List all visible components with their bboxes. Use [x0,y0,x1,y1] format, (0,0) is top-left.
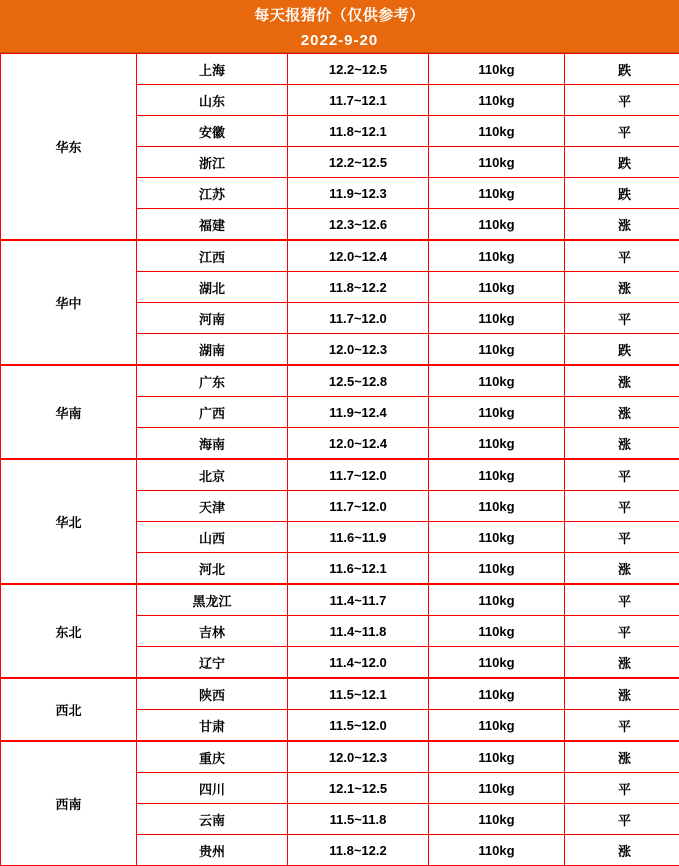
province-cell: 贵州 [137,835,288,866]
province-cell: 山西 [137,522,288,553]
trend-cell: 跌 [565,178,679,209]
price-cell: 11.5~12.0 [288,710,429,742]
trend-cell: 平 [565,491,679,522]
weight-cell: 110kg [429,522,565,553]
price-cell: 12.2~12.5 [288,54,429,85]
trend-cell: 平 [565,616,679,647]
province-cell: 四川 [137,773,288,804]
price-cell: 12.5~12.8 [288,365,429,397]
weight-cell: 110kg [429,459,565,491]
price-table-body [1,54,679,866]
weight-cell: 110kg [429,491,565,522]
trend-cell: 涨 [565,397,679,428]
trend-cell: 平 [565,459,679,491]
sheet-title: 每天报猪价（仅供参考） [0,0,679,29]
weight-cell: 110kg [429,616,565,647]
price-cell: 11.9~12.4 [288,397,429,428]
weight-cell: 110kg [429,116,565,147]
weight-cell: 110kg [429,397,565,428]
region-cell: 西南 [1,741,137,866]
province-cell: 广东 [137,365,288,397]
price-cell: 12.2~12.5 [288,147,429,178]
price-cell: 11.7~12.0 [288,459,429,491]
price-cell: 11.8~12.2 [288,272,429,303]
table-row [1,240,679,272]
weight-cell: 110kg [429,741,565,773]
trend-cell: 涨 [565,428,679,460]
price-cell: 11.6~12.1 [288,553,429,585]
price-cell: 11.6~11.9 [288,522,429,553]
trend-cell: 平 [565,240,679,272]
weight-cell: 110kg [429,678,565,710]
region-cell: 华北 [1,459,137,584]
province-cell: 辽宁 [137,647,288,679]
province-cell: 陕西 [137,678,288,710]
table-row [1,678,679,710]
trend-cell: 平 [565,584,679,616]
region-cell: 华中 [1,240,137,365]
table-row [1,459,679,491]
weight-cell: 110kg [429,365,565,397]
trend-cell: 平 [565,773,679,804]
weight-cell: 110kg [429,272,565,303]
weight-cell: 110kg [429,804,565,835]
weight-cell: 110kg [429,240,565,272]
price-cell: 11.9~12.3 [288,178,429,209]
weight-cell: 110kg [429,303,565,334]
table-row [1,54,679,85]
trend-cell: 平 [565,85,679,116]
price-cell: 11.5~12.1 [288,678,429,710]
province-cell: 江西 [137,240,288,272]
weight-cell: 110kg [429,553,565,585]
weight-cell: 110kg [429,710,565,742]
trend-cell: 涨 [565,835,679,866]
trend-cell: 涨 [565,741,679,773]
province-cell: 山东 [137,85,288,116]
price-cell: 11.8~12.1 [288,116,429,147]
province-cell: 江苏 [137,178,288,209]
price-cell: 11.7~12.0 [288,491,429,522]
weight-cell: 110kg [429,334,565,366]
trend-cell: 平 [565,303,679,334]
trend-cell: 平 [565,522,679,553]
province-cell: 云南 [137,804,288,835]
region-cell: 西北 [1,678,137,741]
price-cell: 11.5~11.8 [288,804,429,835]
trend-cell: 跌 [565,334,679,366]
price-cell: 12.0~12.4 [288,428,429,460]
province-cell: 安徽 [137,116,288,147]
province-cell: 湖南 [137,334,288,366]
table-row [1,365,679,397]
province-cell: 天津 [137,491,288,522]
price-cell: 12.1~12.5 [288,773,429,804]
region-cell: 华南 [1,365,137,459]
price-cell: 11.8~12.2 [288,835,429,866]
weight-cell: 110kg [429,584,565,616]
price-cell: 12.0~12.3 [288,334,429,366]
trend-cell: 涨 [565,553,679,585]
weight-cell: 110kg [429,209,565,241]
province-cell: 吉林 [137,616,288,647]
trend-cell: 跌 [565,147,679,178]
price-cell: 11.4~12.0 [288,647,429,679]
sheet-date: 2022-9-20 [0,29,679,53]
price-cell: 11.7~12.0 [288,303,429,334]
price-cell: 12.0~12.3 [288,741,429,773]
province-cell: 北京 [137,459,288,491]
price-cell: 11.4~11.8 [288,616,429,647]
province-cell: 上海 [137,54,288,85]
price-cell: 12.0~12.4 [288,240,429,272]
province-cell: 海南 [137,428,288,460]
province-cell: 河北 [137,553,288,585]
weight-cell: 110kg [429,85,565,116]
province-cell: 甘肃 [137,710,288,742]
price-cell: 12.3~12.6 [288,209,429,241]
region-cell: 东北 [1,584,137,678]
price-table [0,53,679,866]
province-cell: 福建 [137,209,288,241]
trend-cell: 平 [565,710,679,742]
trend-cell: 涨 [565,365,679,397]
trend-cell: 跌 [565,54,679,85]
province-cell: 广西 [137,397,288,428]
province-cell: 重庆 [137,741,288,773]
trend-cell: 涨 [565,272,679,303]
trend-cell: 涨 [565,209,679,241]
weight-cell: 110kg [429,54,565,85]
weight-cell: 110kg [429,647,565,679]
table-row [1,584,679,616]
trend-cell: 平 [565,804,679,835]
province-cell: 河南 [137,303,288,334]
trend-cell: 涨 [565,678,679,710]
price-cell: 11.7~12.1 [288,85,429,116]
weight-cell: 110kg [429,428,565,460]
region-cell: 华东 [1,54,137,241]
weight-cell: 110kg [429,147,565,178]
province-cell: 湖北 [137,272,288,303]
trend-cell: 平 [565,116,679,147]
weight-cell: 110kg [429,178,565,209]
province-cell: 黑龙江 [137,584,288,616]
trend-cell: 涨 [565,647,679,679]
table-row [1,741,679,773]
province-cell: 浙江 [137,147,288,178]
weight-cell: 110kg [429,773,565,804]
price-cell: 11.4~11.7 [288,584,429,616]
weight-cell: 110kg [429,835,565,866]
